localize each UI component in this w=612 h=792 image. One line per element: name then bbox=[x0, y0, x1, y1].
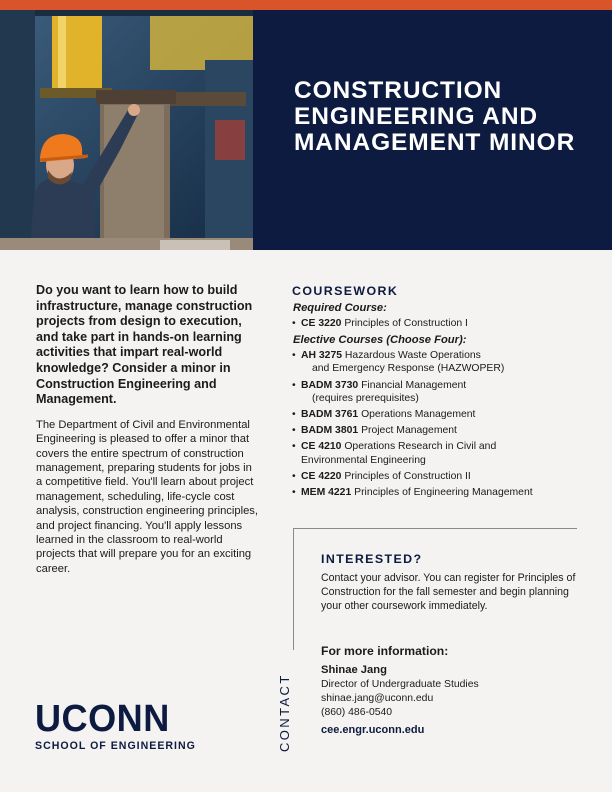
list-item bbox=[292, 470, 582, 483]
list-item bbox=[292, 424, 582, 437]
logo-wordmark: UCONN bbox=[35, 698, 170, 740]
required-course-label: Required Course: bbox=[293, 302, 387, 314]
contact-role: Director of Undergraduate Studies bbox=[321, 679, 479, 690]
page-title: CONSTRUCTION ENGINEERING AND MANAGEMENT MINOR bbox=[294, 77, 576, 156]
list-item bbox=[292, 408, 582, 421]
top-accent-bar bbox=[0, 0, 612, 10]
section-divider bbox=[293, 528, 577, 529]
hero-photo bbox=[0, 10, 253, 250]
course-name: Project Management bbox=[361, 425, 457, 437]
interested-heading: INTERESTED? bbox=[321, 552, 423, 566]
logo-school-name: SCHOOL OF ENGINEERING bbox=[35, 740, 196, 752]
coursework-heading: COURSEWORK bbox=[292, 284, 399, 298]
course-name: Principles of Construction I bbox=[344, 318, 468, 329]
contact-name: Shinae Jang bbox=[321, 664, 387, 676]
contact-phone: (860) 486-0540 bbox=[321, 707, 393, 718]
course-code: BADM 3801 bbox=[301, 425, 359, 437]
course-name: Operations Management bbox=[361, 409, 476, 421]
course-name: Principles of Construction II bbox=[344, 470, 471, 482]
course-code: AH 3275 bbox=[301, 350, 343, 362]
course-name: Operations Research in Civil and bbox=[344, 441, 497, 453]
website-link[interactable]: cee.engr.uconn.edu bbox=[321, 724, 425, 736]
uconn-logo bbox=[35, 700, 196, 752]
course-name: Financial Management bbox=[361, 379, 467, 391]
elective-course-list bbox=[292, 349, 582, 499]
course-name: Hazardous Waste Operations bbox=[344, 350, 481, 362]
contact-vertical-label: CONTACT bbox=[277, 673, 292, 752]
course-code: MEM 4221 bbox=[301, 487, 352, 499]
course-name-continued: (requires prerequisites) bbox=[312, 392, 419, 404]
course-name-continued: Environmental Engineering bbox=[301, 454, 426, 466]
body-paragraph: The Department of Civil and Environmental Engineering is pleased to offer a minor that covers the entire spectrum of construction management, preparing students for jobs in a competitive field. You'll learn about project management, scheduling, life-cycle cost analysis, construction engineering principles, and project financing. You'll apply lessons learned in the classroom to real-world projects that will prepare you for an exciting career. bbox=[36, 418, 259, 575]
list-item bbox=[292, 379, 582, 405]
coursework-section bbox=[292, 284, 582, 502]
contact-email-link[interactable]: shinae.jang@uconn.edu bbox=[321, 693, 434, 704]
intro-column bbox=[36, 283, 258, 576]
course-code: CE 3220 bbox=[301, 318, 342, 329]
list-item bbox=[292, 349, 582, 375]
course-name-continued: and Emergency Response (HAZWOPER) bbox=[312, 363, 505, 375]
course-code: BADM 3730 bbox=[301, 379, 359, 391]
interested-section bbox=[321, 552, 581, 613]
list-item bbox=[292, 486, 582, 499]
contact-rule bbox=[293, 528, 294, 650]
elective-courses-label: Elective Courses (Choose Four): bbox=[293, 334, 467, 347]
interested-text: Contact your advisor. You can register for Principles of Construction for the fall semester and begin planning your other coursework immediately. bbox=[321, 572, 576, 612]
title-panel bbox=[253, 10, 612, 250]
contact-section bbox=[321, 644, 581, 747]
course-code: BADM 3761 bbox=[301, 409, 359, 421]
list-item bbox=[292, 440, 582, 466]
course-code: CE 4210 bbox=[301, 441, 342, 453]
intro-paragraph: Do you want to learn how to build infrastructure, manage construction projects from design to execution, and take part in hands-on learning activities that impart real-world knowledge? Consider a minor in Construction Engineering and Management. bbox=[36, 283, 253, 407]
required-course-list bbox=[292, 317, 582, 330]
more-info-heading: For more information: bbox=[321, 644, 449, 658]
list-item bbox=[292, 317, 582, 330]
course-name: Principles of Engineering Management bbox=[354, 487, 533, 499]
course-code: CE 4220 bbox=[301, 470, 342, 482]
